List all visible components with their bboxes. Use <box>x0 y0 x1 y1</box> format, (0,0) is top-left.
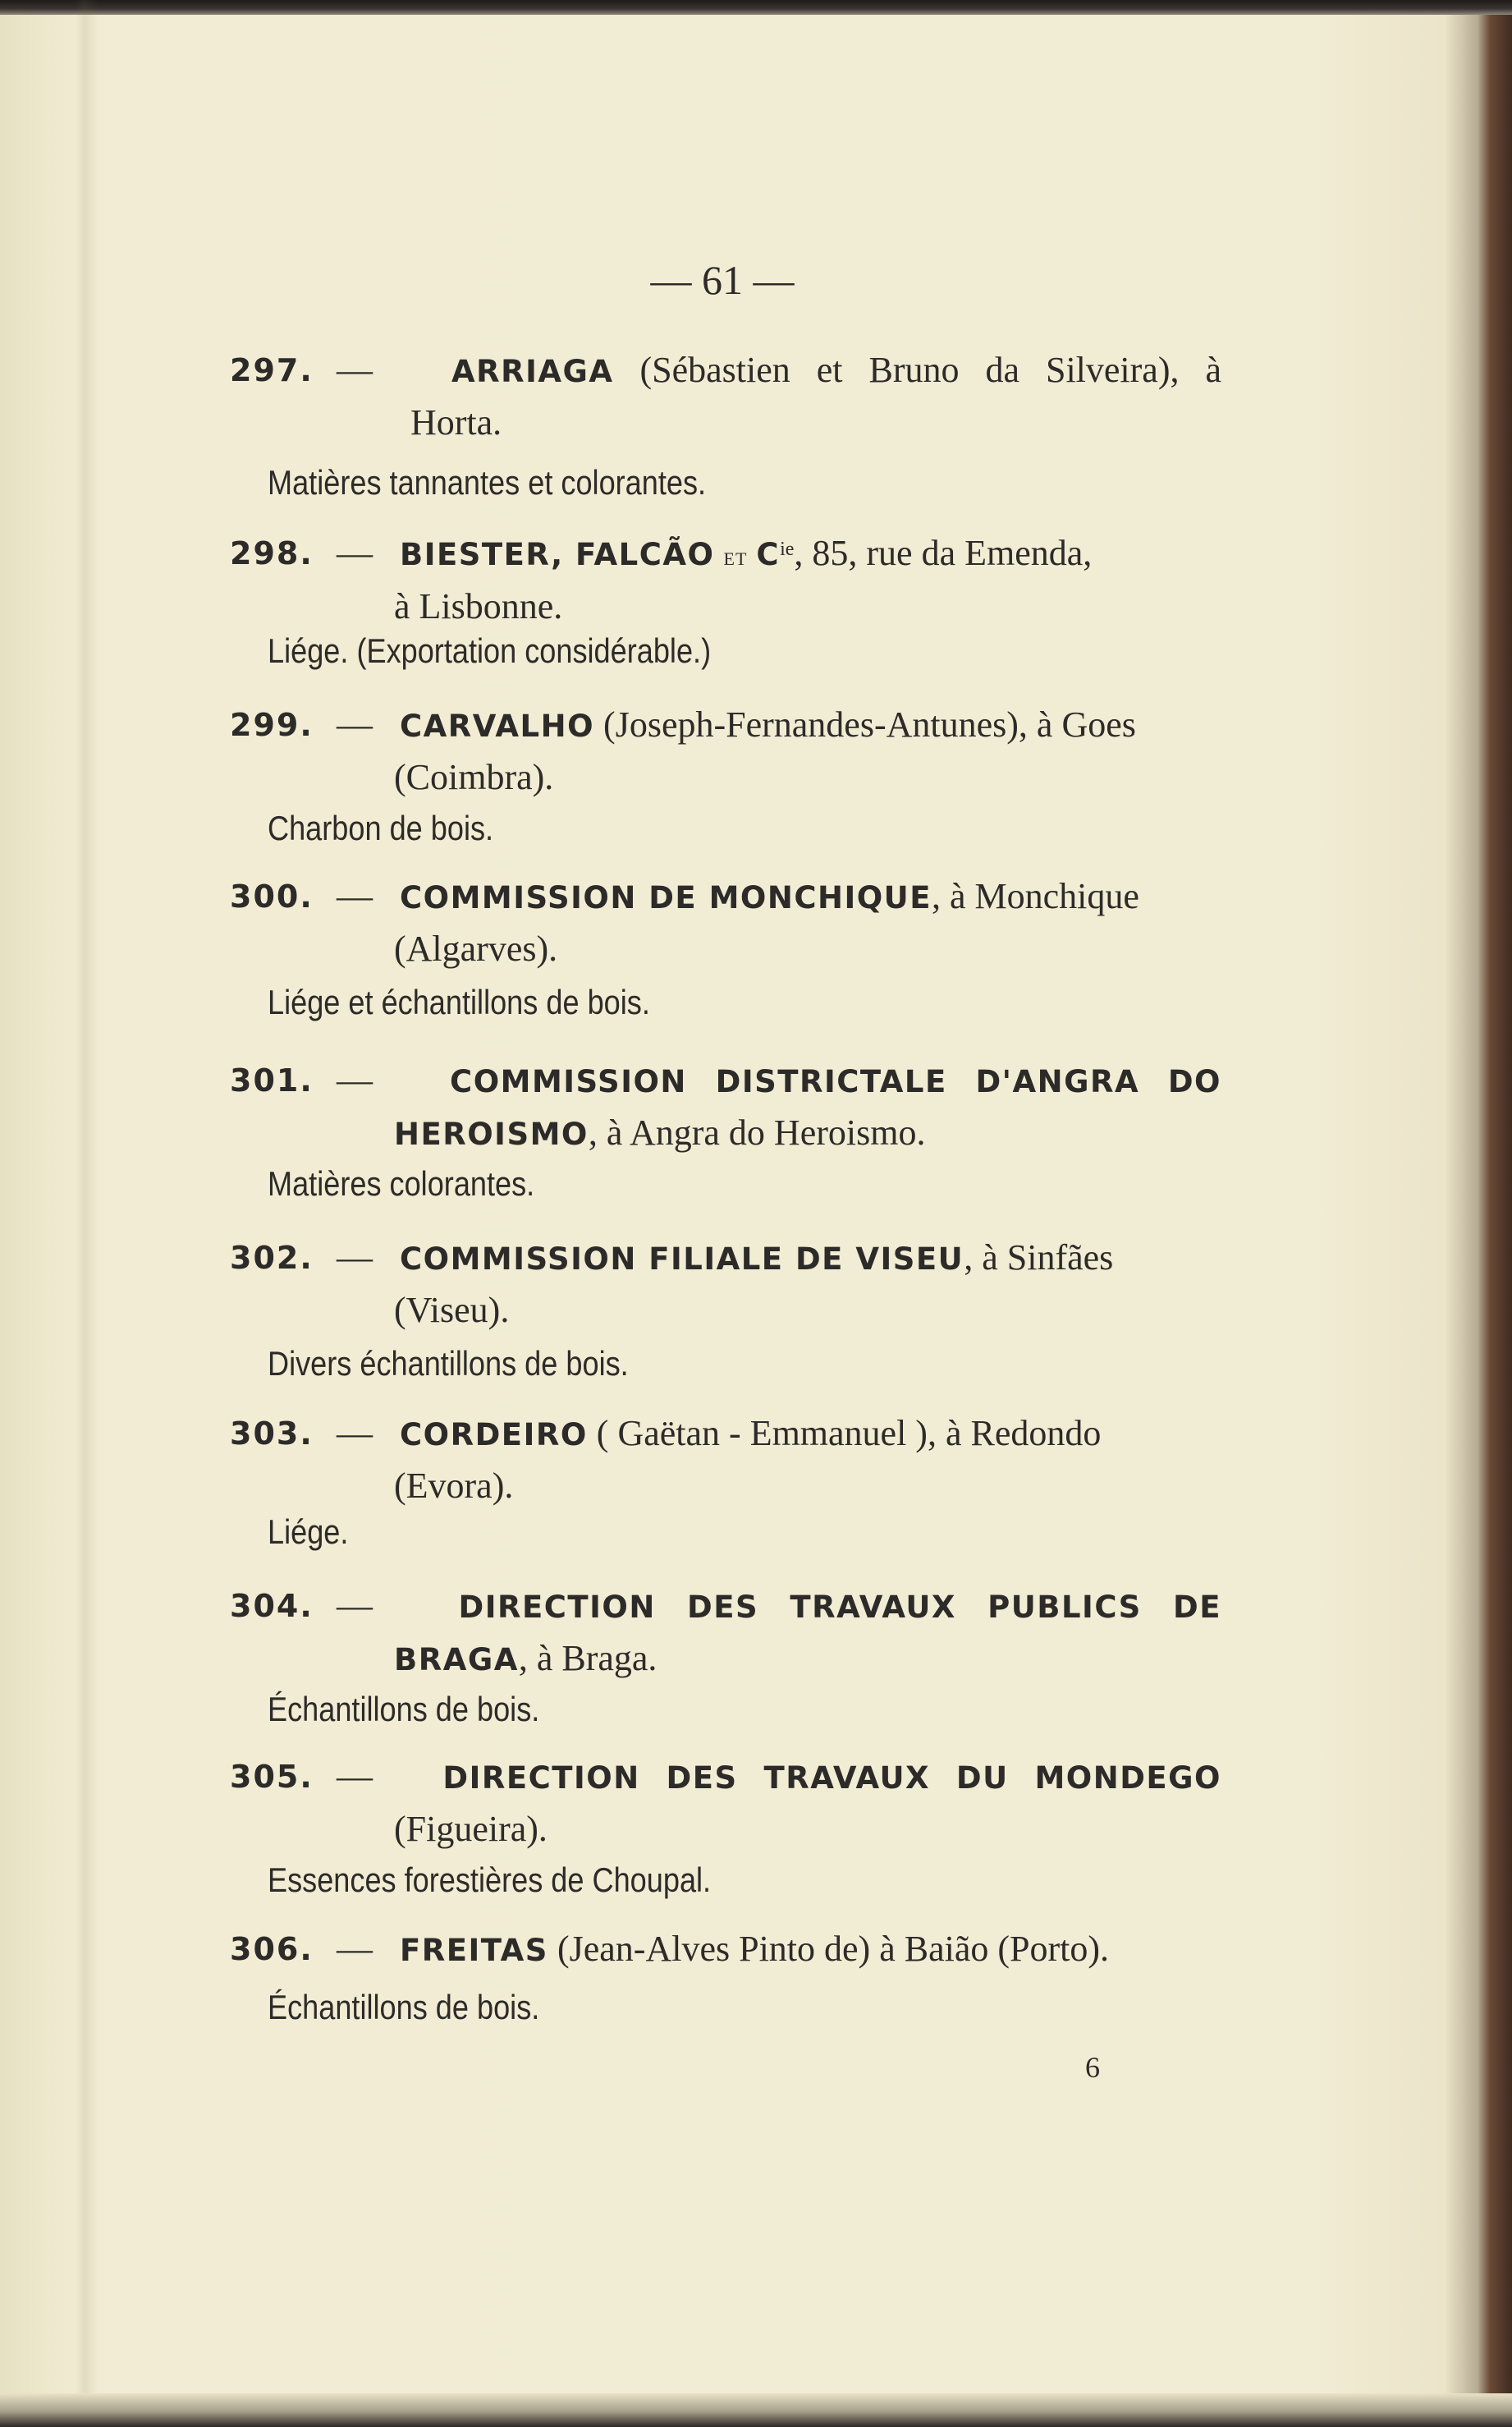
entry-number: 298. <box>230 535 314 571</box>
page-top-edge <box>0 0 1512 15</box>
entry-detail: , à Sinfães <box>964 1237 1114 1278</box>
entry-305-products: Essences forestières de Choupal. <box>268 1860 712 1899</box>
entry-299 <box>230 700 1221 803</box>
exhibitor-name: COMMISSION DE MONCHIQUE <box>400 880 932 915</box>
entry-detail: , 85, rue da Emenda, <box>794 533 1093 573</box>
entry-dash: — <box>337 704 373 745</box>
entry-dash: — <box>337 1237 373 1278</box>
entry-detail-continued: (Figueira). <box>394 1809 548 1849</box>
entry-dash: — <box>337 350 373 390</box>
exhibitor-name: DIRECTION DES TRAVAUX PUBLICS DE <box>458 1590 1222 1625</box>
entry-300-products: Liége et échantillons de bois. <box>268 983 650 1021</box>
entry-300 <box>230 871 1221 975</box>
entry-number: 300. <box>230 879 314 915</box>
exhibitor-name: ARRIAGA <box>451 354 614 389</box>
signature-mark: 6 <box>1085 2051 1100 2084</box>
company-abbrev-superscript: ie <box>780 539 795 560</box>
entry-304-products: Échantillons de bois. <box>268 1690 540 1728</box>
entry-298 <box>230 528 1221 632</box>
company-abbrev: C <box>756 537 781 572</box>
entry-dash: — <box>337 1060 373 1100</box>
entry-303 <box>230 1408 1221 1512</box>
entry-298-products: Liége. (Exportation considérable.) <box>268 631 712 670</box>
entry-305 <box>230 1751 1221 1855</box>
entry-detail: (Joseph-Fernandes-Antunes), à Goes <box>594 704 1136 745</box>
entry-299-products: Charbon de bois. <box>268 809 494 847</box>
entry-detail-continued: à Lisbonne. <box>394 586 563 626</box>
entry-number: 304. <box>230 1588 314 1624</box>
entry-number: 303. <box>230 1415 314 1452</box>
exhibitor-name: FREITAS <box>400 1933 548 1968</box>
entry-dash: — <box>337 533 373 573</box>
exhibitor-name-continued: BRAGA <box>394 1642 519 1677</box>
entry-detail-continued: (Viseu). <box>394 1290 510 1330</box>
entry-303-products: Liége. <box>268 1512 349 1551</box>
entry-number: 301. <box>230 1062 314 1099</box>
exhibitor-name: COMMISSION DISTRICTALE D'ANGRA DO <box>450 1064 1221 1099</box>
entry-number: 297. <box>230 352 314 388</box>
exhibitor-name: DIRECTION DES TRAVAUX DU MONDEGO <box>442 1760 1222 1796</box>
entry-number: 299. <box>230 707 314 743</box>
entry-detail: (Sébastien et Bruno da Silveira), à <box>613 350 1221 390</box>
gutter-shadow <box>76 0 99 2427</box>
entry-detail-continued: (Evora). <box>394 1466 514 1506</box>
entry-306 <box>230 1924 1221 1976</box>
entry-297-products: Matières tannantes et colorantes. <box>268 463 707 502</box>
entry-302-products: Divers échantillons de bois. <box>268 1344 629 1383</box>
exhibitor-name: CARVALHO <box>400 709 595 744</box>
entry-dash: — <box>337 1585 373 1626</box>
entry-conjunction: et <box>723 541 748 571</box>
entry-detail-continued: Horta. <box>410 402 502 443</box>
entry-dash: — <box>337 876 373 916</box>
entry-number: 306. <box>230 1931 314 1967</box>
entry-detail: , à Monchique <box>931 876 1139 916</box>
entry-detail-continued: (Algarves). <box>394 929 558 969</box>
entry-number: 302. <box>230 1240 314 1276</box>
entry-dash: — <box>337 1929 373 1969</box>
page-number: — 61 — <box>650 257 795 303</box>
entry-detail-continued: , à Braga. <box>518 1638 657 1678</box>
exhibitor-name: COMMISSION FILIALE DE VISEU <box>400 1241 964 1277</box>
entry-306-products: Échantillons de bois. <box>268 1988 540 2026</box>
exhibitor-name-continued: HEROISMO <box>394 1117 589 1152</box>
entry-number: 305. <box>230 1759 314 1795</box>
entry-dash: — <box>337 1756 373 1796</box>
entry-detail-continued: , à Angra do Heroismo. <box>588 1113 926 1153</box>
exhibitor-name: CORDEIRO <box>400 1417 588 1452</box>
exhibitor-name: BIESTER, FALCÃO <box>400 537 715 572</box>
entry-302 <box>230 1232 1221 1336</box>
entry-detail: ( Gaëtan - Emmanuel ), à Redondo <box>587 1413 1102 1453</box>
entry-301-products: Matières colorantes. <box>268 1164 535 1203</box>
page-bottom-edge <box>0 2393 1512 2427</box>
entry-301 <box>230 1055 1221 1160</box>
entry-detail: (Jean-Alves Pinto de) à Baião (Porto). <box>548 1929 1110 1969</box>
entry-304 <box>230 1581 1221 1686</box>
entry-297 <box>230 345 1221 448</box>
entry-dash: — <box>337 1413 373 1453</box>
entry-detail-continued: (Coimbra). <box>394 757 554 797</box>
